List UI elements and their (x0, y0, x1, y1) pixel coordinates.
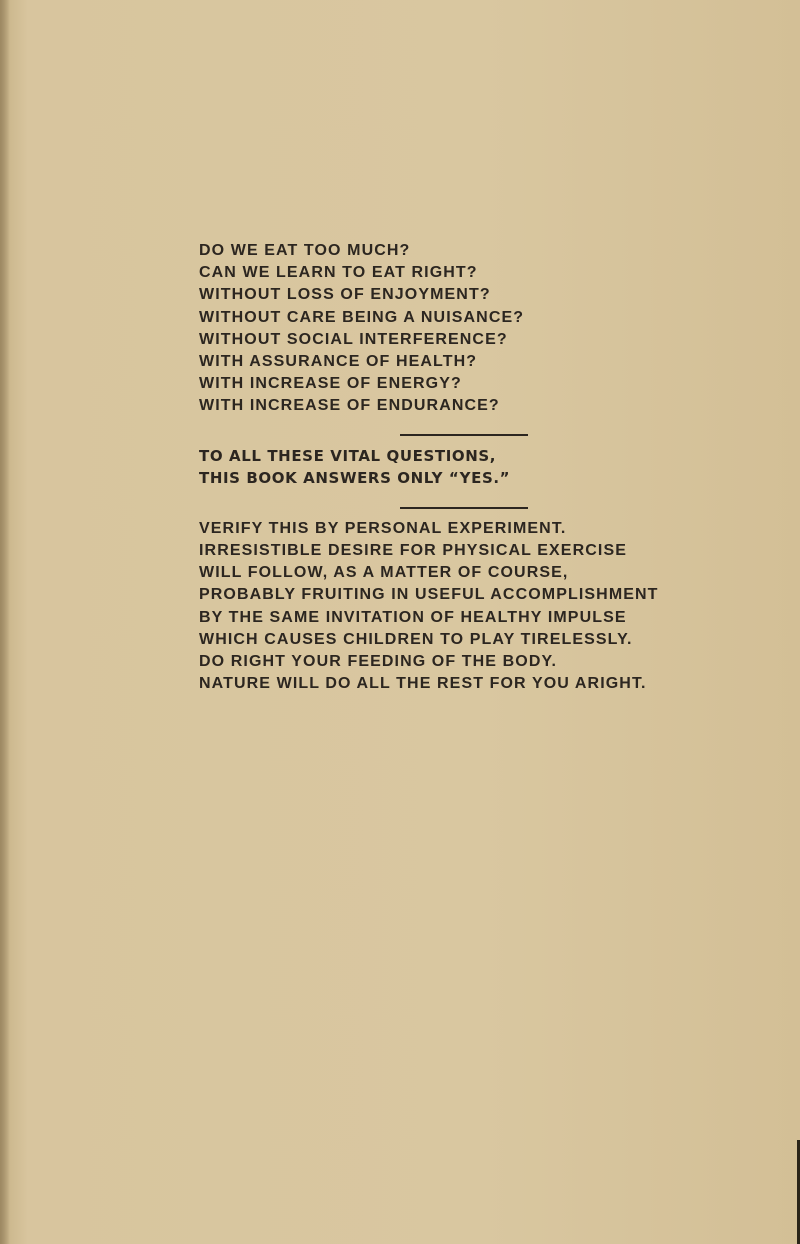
closing-line: DO RIGHT YOUR FEEDING OF THE BODY. (199, 653, 558, 670)
closing-line: WILL FOLLOW, AS A MATTER OF COURSE, (199, 564, 569, 582)
answer-line: TO ALL THESE VITAL QUESTIONS, (199, 446, 497, 465)
question-line: DO WE EAT TOO MUCH? (199, 242, 411, 259)
questions-group (199, 240, 759, 418)
answer-line: THIS BOOK ANSWERS ONLY “YES.” (199, 468, 511, 487)
closing-line: NATURE WILL DO ALL THE REST FOR YOU ARIGHT. (199, 675, 647, 693)
page-text (199, 240, 759, 695)
divider-rule (400, 507, 528, 509)
closing-line: IRRESISTIBLE DESIRE FOR PHYSICAL EXERCISE (199, 542, 627, 560)
question-line: WITHOUT SOCIAL INTERFERENCE? (199, 330, 508, 348)
closing-line: BY THE SAME INVITATION OF HEALTHY IMPULSE (199, 608, 627, 626)
question-line: WITH INCREASE OF ENDURANCE? (199, 397, 500, 415)
closing-group (199, 518, 759, 696)
closing-line: WHICH CAUSES CHILDREN TO PLAY TIRELESSLY. (199, 630, 633, 648)
closing-line: PROBABLY FRUITING IN USEFUL ACCOMPLISHMENT (199, 586, 659, 604)
question-line: WITH INCREASE OF ENERGY? (199, 375, 462, 393)
question-line: WITH ASSURANCE OF HEALTH? (199, 352, 478, 370)
question-line: WITHOUT LOSS OF ENJOYMENT? (199, 286, 491, 304)
answer-group (199, 445, 759, 489)
question-line: WITHOUT CARE BEING A NUISANCE? (199, 308, 525, 326)
divider-rule (400, 434, 528, 436)
question-line: CAN WE LEARN TO EAT RIGHT? (199, 264, 478, 282)
closing-line: VERIFY THIS BY PERSONAL EXPERIMENT. (199, 519, 567, 537)
page-spine-shadow (0, 0, 10, 1244)
